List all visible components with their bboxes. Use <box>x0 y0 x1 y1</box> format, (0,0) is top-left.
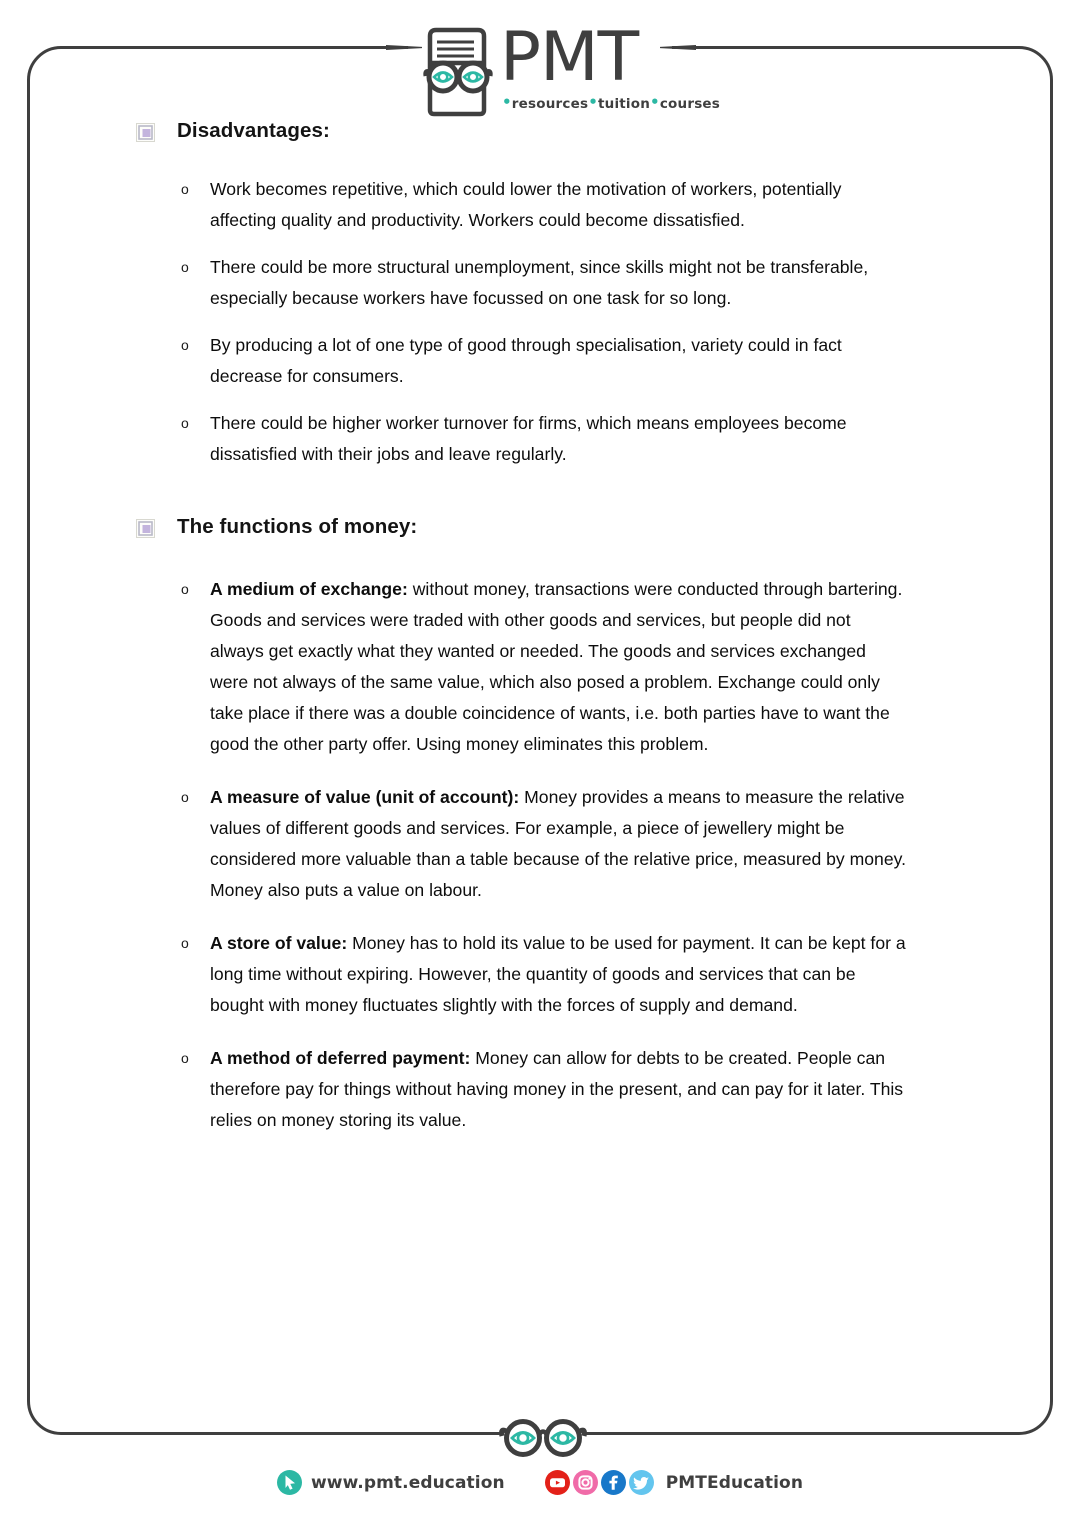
list-functions-of-money <box>0 574 1080 1136</box>
tagline-dot: • <box>650 93 660 111</box>
logo-wordmark: PMT <box>500 18 639 97</box>
list-item <box>180 330 1080 392</box>
list-item <box>180 408 1080 470</box>
social-handle-label: PMTEducation <box>665 1472 804 1493</box>
tagline-dot: • <box>588 93 598 111</box>
tagline-dot: • <box>502 93 512 111</box>
twitter-icon[interactable] <box>629 1470 654 1495</box>
list-item-lead: A measure of value (unit of account): <box>210 787 520 807</box>
heading-disadvantages <box>0 118 1080 144</box>
list-item-text: Money provides a means to measure the relative values of different goods and services. For example, a piece of jewellery might be considered more valuable than a table because of the relative price, measured by money. Money also puts a value on labour. <box>210 787 907 900</box>
list-item-text: Money can allow for debts to be created. People can therefore pay for things without having money in the present, and can pay for it later. This relies on money storing its value. <box>210 1048 904 1130</box>
section-disadvantages <box>0 118 1080 470</box>
list-item-lead: A store of value: <box>210 933 348 953</box>
list-item-text: without money, transactions were conducted through bartering. Goods and services were traded with other goods and services, but people did not always get exactly what they wanted or needed. The goods and services exchanged were not always of the same value, which also posed a problem. Exchange could only take place if there was a double coincidence of wants, i.e. both parties have to want the good the other party offer. Using money eliminates this problem. <box>210 579 903 754</box>
pmt-logo <box>418 18 721 122</box>
list-item <box>180 252 1080 314</box>
social-icons <box>545 1470 657 1495</box>
list-item-text: There could be higher worker turnover for firms, which means employees become dissatisfied with their jobs and leave regularly. <box>210 413 847 464</box>
section-functions-of-money <box>0 514 1080 1136</box>
tagline-part-courses: courses <box>659 96 721 112</box>
social-group <box>545 1470 803 1495</box>
website-label: www.pmt.education <box>310 1472 505 1493</box>
heading-label: The functions of money: <box>177 515 418 538</box>
glasses-icon <box>497 1416 589 1460</box>
page-footer <box>0 1470 1080 1495</box>
heading-functions-of-money <box>0 514 1080 540</box>
list-item-lead: A medium of exchange: <box>210 579 408 599</box>
book-with-glasses-icon <box>418 22 496 122</box>
list-item <box>180 574 1080 760</box>
list-item-text: Money has to hold its value to be used for payment. It can be kept for a long time without expiring. However, the quantity of goods and services that can be bought with money fluctuates slightly with the forces of supply and demand. <box>210 933 906 1015</box>
logo-tagline <box>502 93 721 112</box>
square-bullet-icon <box>136 123 155 142</box>
document-body <box>0 118 1080 1158</box>
list-item-text: Work becomes repetitive, which could lower the motivation of workers, potentially affecting quality and productivity. Workers could become dissatisfied. <box>210 179 842 230</box>
cursor-pointer-icon <box>277 1470 302 1495</box>
list-item <box>180 174 1080 236</box>
list-item-lead: A method of deferred payment: <box>210 1048 471 1068</box>
list-item-text: There could be more structural unemployment, since skills might not be transferable, especially because workers have focussed on one task for so long. <box>210 257 869 308</box>
youtube-icon[interactable] <box>545 1470 570 1495</box>
list-item <box>180 928 1080 1021</box>
heading-label: Disadvantages: <box>177 119 330 142</box>
tagline-part-resources: resources <box>511 96 589 112</box>
list-item-text: By producing a lot of one type of good through specialisation, variety could in fact decrease for consumers. <box>210 335 842 386</box>
tagline-part-tuition: tuition <box>597 96 651 112</box>
website-group[interactable] <box>277 1470 505 1495</box>
list-disadvantages <box>0 174 1080 470</box>
facebook-icon[interactable] <box>601 1470 626 1495</box>
list-item <box>180 782 1080 906</box>
square-bullet-icon <box>136 519 155 538</box>
list-item <box>180 1043 1080 1136</box>
instagram-icon[interactable] <box>573 1470 598 1495</box>
